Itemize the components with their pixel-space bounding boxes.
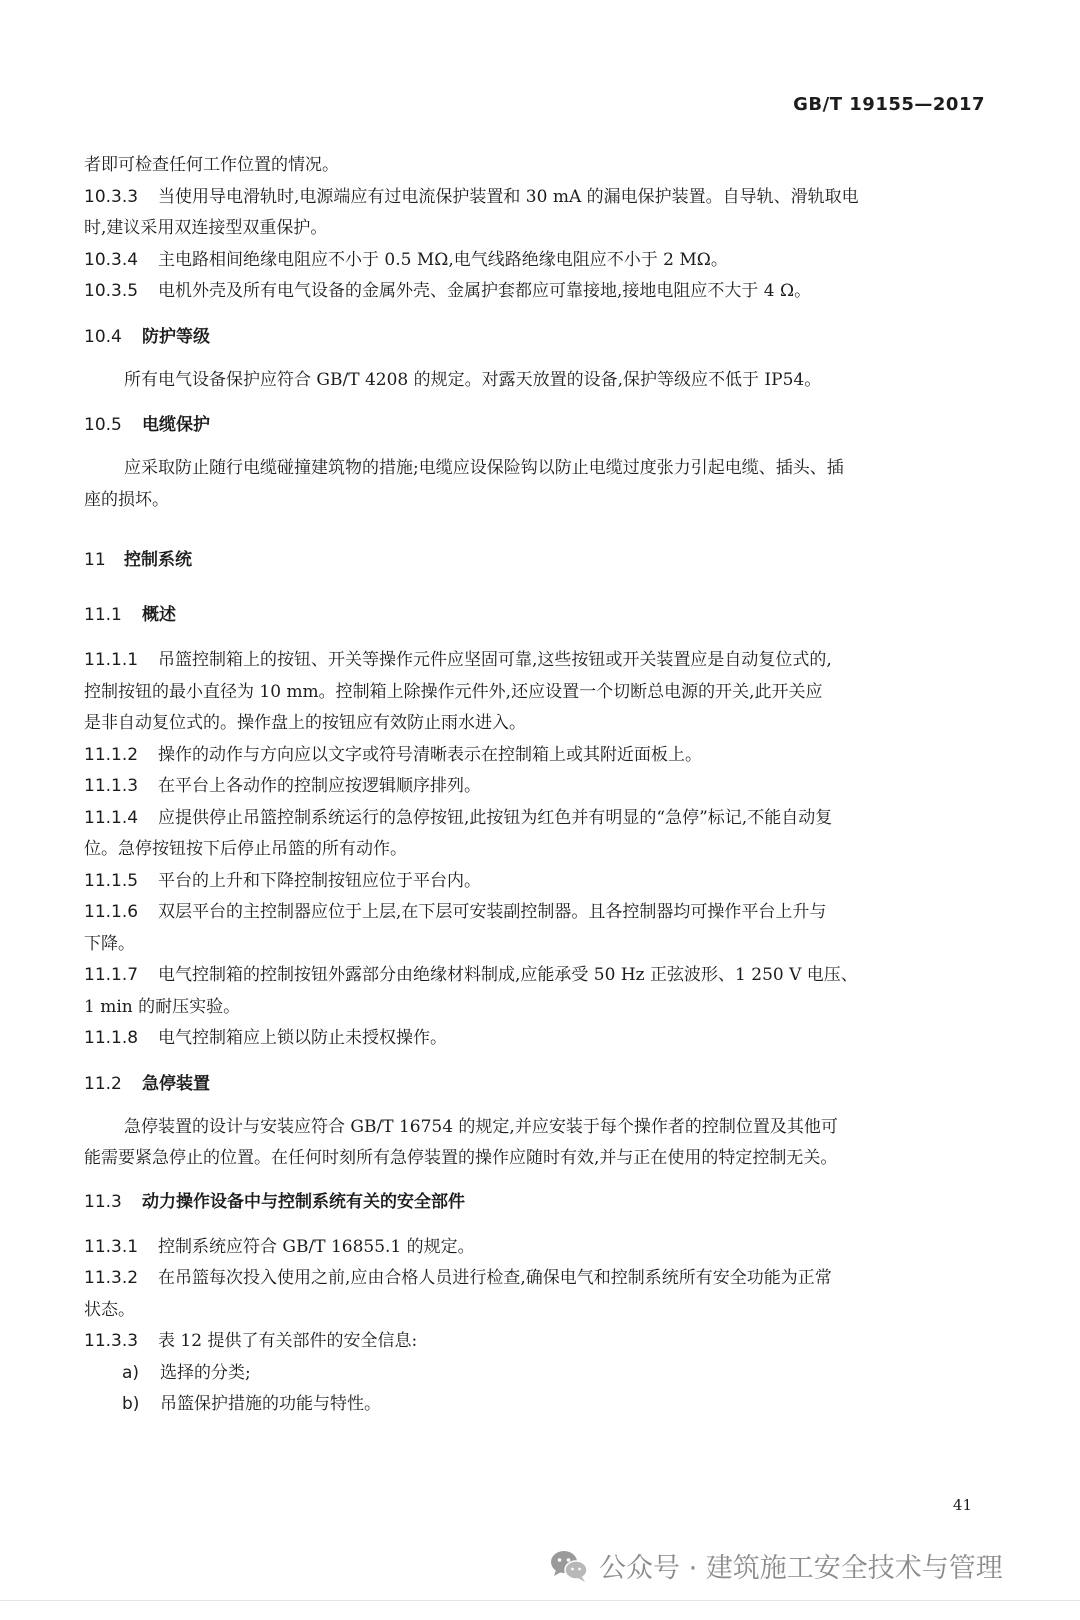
clause-11-3-2: 11.3.2 在吊篮每次投入使用之前,应由合格人员进行检查,确保电气和控制系统所有安全功能为正常 xyxy=(84,1268,832,1288)
paragraph-continuation: 能需要紧急停止的位置。在任何时刻所有急停装置的操作应随时有效,并与正在使用的特定控制无关。 xyxy=(84,1148,838,1168)
clause-10-3-5: 10.3.5 电机外壳及所有电气设备的金属外壳、金属护套都应可靠接地,接地电阻应不大于 4 Ω。 xyxy=(84,281,812,301)
clause-11-1-4: 11.1.4 应提供停止吊篮控制系统运行的急停按钮,此按钮为红色并有明显的“急停”标记,不能自动复 xyxy=(84,807,833,828)
clause-11-3-1: 11.3.1 控制系统应符合 GB/T 16855.1 的规定。 xyxy=(84,1236,475,1257)
text-line: 控制按钮的最小直径为 10 mm。控制箱上除操作元件外,还应设置一个切断总电源的开关,此开关应 xyxy=(84,681,823,702)
clause-11-3-3: 11.3.3 表 12 提供了有关部件的安全信息: xyxy=(84,1331,418,1351)
section-heading-10-4: 10.4 防护等级 xyxy=(84,326,210,347)
clause-11-1-7: 11.1.7 电气控制箱的控制按钮外露部分由绝缘材料制成,应能承受 50 Hz 正弦波形、1 250 V 电压、 xyxy=(84,965,858,985)
paragraph-continuation: 座的损坏。 xyxy=(84,489,169,510)
text-line: 1 min 的耐压实验。 xyxy=(84,996,241,1017)
list-item: b) 吊篮保护措施的功能与特性。 xyxy=(122,1394,381,1414)
clause-11-1-2: 11.1.2 操作的动作与方向应以文字或符号清晰表示在控制箱上或其附近面板上。 xyxy=(84,744,702,765)
document-code: GB/T 19155—2017 xyxy=(793,94,985,115)
text-line: 者即可检查任何工作位置的情况。 xyxy=(84,155,339,175)
paragraph: 所有电气设备保护应符合 GB/T 4208 的规定。对露天放置的设备,保护等级应不低于 IP54。 xyxy=(124,369,822,390)
wechat-icon xyxy=(549,1549,589,1583)
text-line: 是非自动复位式的。操作盘上的按钮应有效防止雨水进入。 xyxy=(84,713,526,733)
section-heading-10-5: 10.5 电缆保护 xyxy=(84,415,210,435)
list-item: a) 选择的分类; xyxy=(122,1362,251,1383)
clause-11-1-6: 11.1.6 双层平台的主控制器应位于上层,在下层可安装副控制器。且各控制器均可操作平台上升与 xyxy=(84,902,827,922)
section-heading-11-1: 11.1 概述 xyxy=(84,605,176,625)
text-line: 位。急停按钮按下后停止吊篮的所有动作。 xyxy=(84,839,407,859)
clause-10-3-4: 10.3.4 主电路相间绝缘电阻应不小于 0.5 MΩ,电气线路绝缘电阻应不小于 2 MΩ。 xyxy=(84,249,728,270)
clause-10-3-3: 10.3.3 当使用导电滑轨时,电源端应有过电流保护装置和 30 mA 的漏电保护装置。自导轨、滑轨取电 xyxy=(84,186,859,207)
page-number: 41 xyxy=(952,1496,972,1514)
section-heading-11-3: 11.3 动力操作设备中与控制系统有关的安全部件 xyxy=(84,1191,465,1212)
text-line: 状态。 xyxy=(84,1299,135,1320)
clause-11-1-5: 11.1.5 平台的上升和下降控制按钮应位于平台内。 xyxy=(84,870,481,891)
clause-11-1-1: 11.1.1 吊篮控制箱上的按钮、开关等操作元件应坚固可靠,这些按钮或开关装置应是自动复位式的, xyxy=(84,650,832,670)
text-line: 下降。 xyxy=(84,933,135,954)
chapter-heading-11: 11 控制系统 xyxy=(84,550,192,570)
section-heading-11-2: 11.2 急停装置 xyxy=(84,1073,210,1094)
bottom-divider xyxy=(0,1600,1080,1601)
text-line: 时,建议采用双连接型双重保护。 xyxy=(84,218,328,238)
paragraph: 应采取防止随行电缆碰撞建筑物的措施;电缆应设保险钩以防止电缆过度张力引起电缆、插头、插 xyxy=(124,458,844,478)
watermark-text: 公众号 · 建筑施工安全技术与管理 xyxy=(599,1553,1003,1584)
clause-11-1-8: 11.1.8 电气控制箱应上锁以防止未授权操作。 xyxy=(84,1028,447,1048)
paragraph: 急停装置的设计与安装应符合 GB/T 16754 的规定,并应安装于每个操作者的控制位置及其他可 xyxy=(124,1116,838,1137)
document-body xyxy=(84,150,990,1421)
watermark xyxy=(549,1546,1003,1585)
clause-11-1-3: 11.1.3 在平台上各动作的控制应按逻辑顺序排列。 xyxy=(84,776,481,796)
